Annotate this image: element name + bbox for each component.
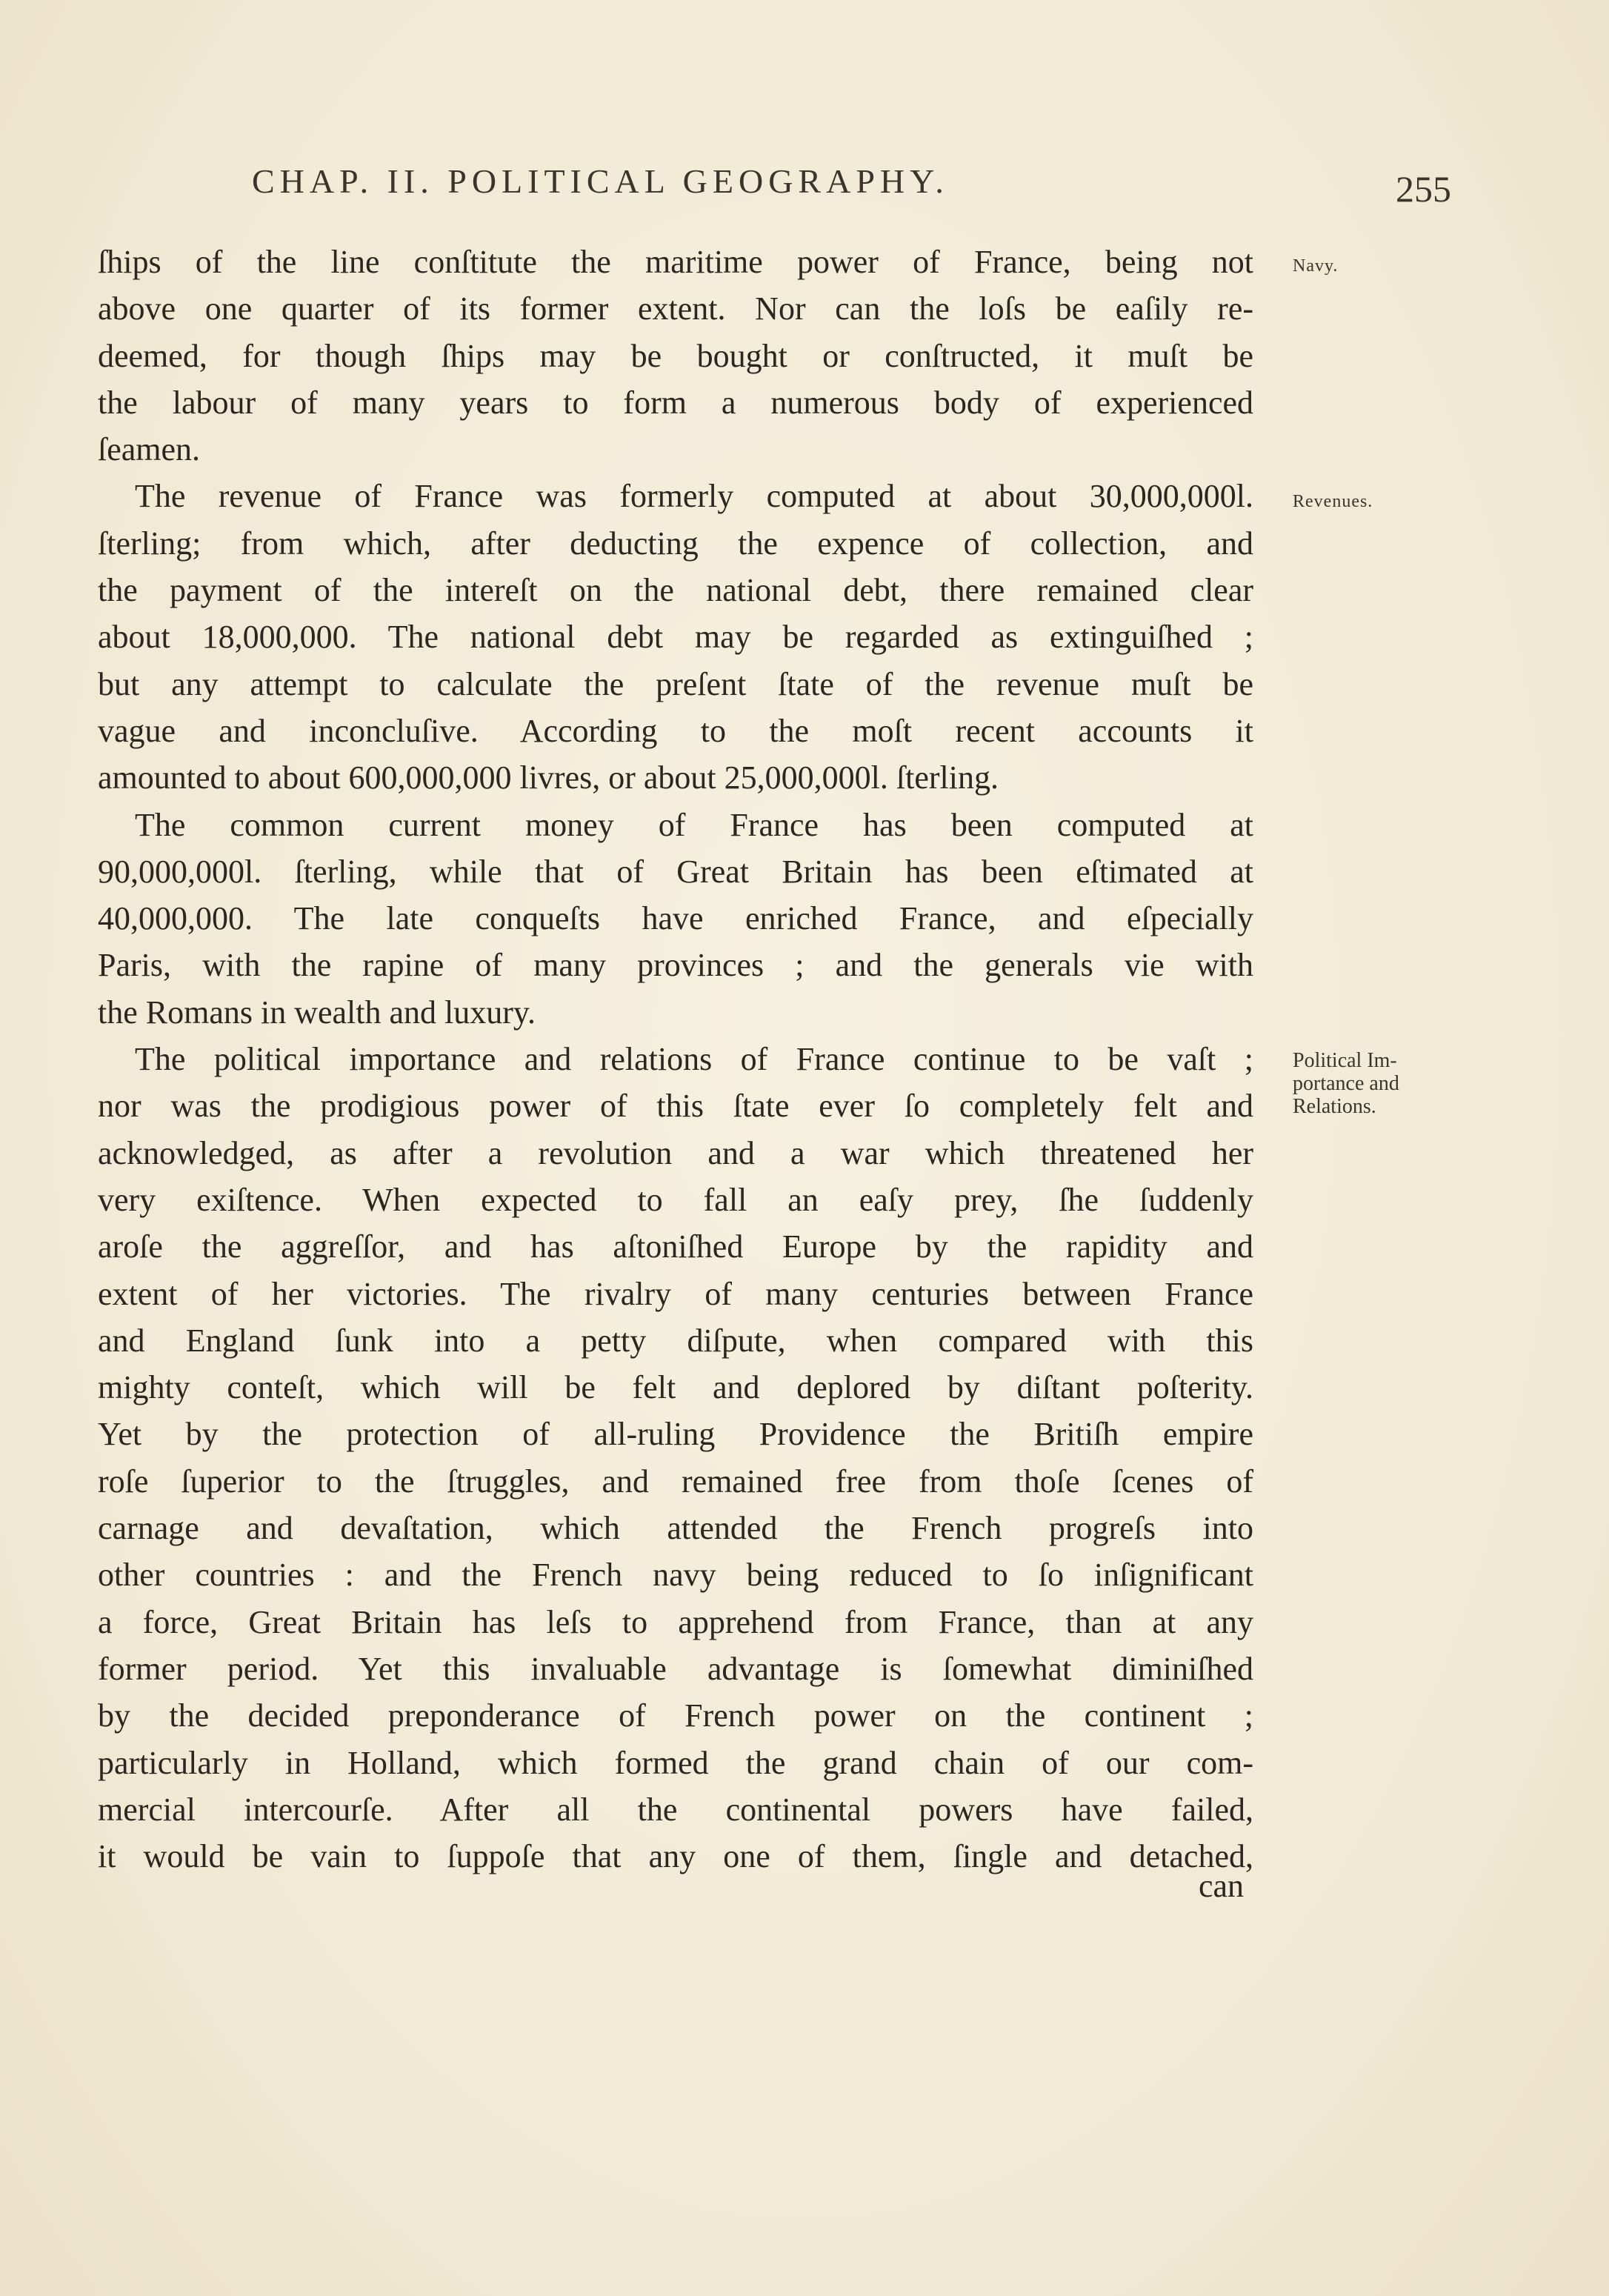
text-line: but any attempt to calculate the preſent ſtate of the revenue muſt be [98, 665, 1253, 702]
text-line: 90,000,000l. ſterling, while that of Great Britain has been eſtimated at [98, 853, 1253, 890]
body-text [98, 239, 1253, 1880]
text-line: Paris, with the rapine of many provinces ; and the generals vie with [98, 947, 1253, 984]
text-line: ſhips of the line conſtitute the maritime power of France, being not [98, 244, 1253, 280]
text-line: deemed, for though ſhips may be bought or conſtructed, it muſt be [98, 337, 1253, 374]
catchword: can [1199, 1868, 1245, 1904]
text-line: mercial intercourſe. After all the continental powers have failed, [98, 1791, 1253, 1828]
text-line: Yet by the protection of all-ruling Providence the Britiſh empire [98, 1416, 1253, 1453]
text-line: the payment of the intereſt on the national debt, there remained clear [98, 572, 1253, 609]
text-line: the Romans in wealth and luxury. [98, 994, 536, 1031]
text-line: very exiſtence. When expected to fall an eaſy prey, ſhe ſuddenly [98, 1181, 1253, 1218]
running-header: CHAP. II. POLITICAL GEOGRAPHY. [252, 162, 949, 200]
text-line: ſeamen. [98, 431, 201, 468]
text-line: amounted to about 600,000,000 livres, or about 25,000,000l. ſterling. [98, 759, 999, 796]
text-line: carnage and devaſtation, which attended the French progreſs into [98, 1510, 1253, 1547]
marginal-note-navy: Navy. [1293, 256, 1339, 276]
text-line: 40,000,000. The late conqueſts have enriched France, and eſpecially [98, 900, 1253, 937]
text-line: other countries : and the French navy being reduced to ſo inſignificant [98, 1557, 1253, 1594]
paragraph-start: The political importance and relations of France continue to be vaſt ; [135, 1041, 1253, 1078]
text-line: ſterling; from which, after deducting the expence of collection, and [98, 525, 1253, 562]
text-line: about 18,000,000. The national debt may be regarded as extinguiſhed ; [98, 619, 1253, 656]
text-line: vague and inconcluſive. According to the moſt recent accounts it [98, 712, 1253, 749]
text-line: former period. Yet this invaluable advantage is ſomewhat diminiſhed [98, 1650, 1253, 1687]
page-number: 255 [1396, 168, 1451, 210]
marginal-note-revenues: Revenues. [1293, 492, 1373, 511]
text-line: extent of her victories. The rivalry of many centuries between France [98, 1275, 1253, 1312]
paragraph-start: The revenue of France was formerly computed at about 30,000,000l. [135, 478, 1253, 515]
text-line: and England ſunk into a petty diſpute, when compared with this [98, 1322, 1253, 1359]
paragraph-start: The common current money of France has been computed at [135, 806, 1253, 843]
marginal-note-political: Political Im- portance and Relations. [1293, 1049, 1399, 1118]
text-line: above one quarter of its former extent. Nor can the loſs be eaſily re- [98, 290, 1253, 327]
text-line: particularly in Holland, which formed the grand chain of our com- [98, 1744, 1253, 1781]
text-line: a force, Great Britain has leſs to apprehend from France, than at any [98, 1603, 1253, 1640]
text-line: by the decided preponderance of French power on the continent ; [98, 1697, 1253, 1734]
text-line: nor was the prodigious power of this ſtate ever ſo completely felt and [98, 1088, 1253, 1125]
text-line: aroſe the aggreſſor, and has aſtoniſhed Europe by the rapidity and [98, 1228, 1253, 1265]
text-line: it would be vain to ſuppoſe that any one of them, ſingle and detached, [98, 1838, 1253, 1875]
text-line: mighty conteſt, which will be felt and deplored by diſtant poſterity. [98, 1369, 1253, 1406]
text-line: acknowledged, as after a revolution and a war which threatened her [98, 1134, 1253, 1171]
text-line: roſe ſuperior to the ſtruggles, and remained free from thoſe ſcenes of [98, 1463, 1253, 1500]
text-line: the labour of many years to form a numerous body of experienced [98, 384, 1253, 421]
